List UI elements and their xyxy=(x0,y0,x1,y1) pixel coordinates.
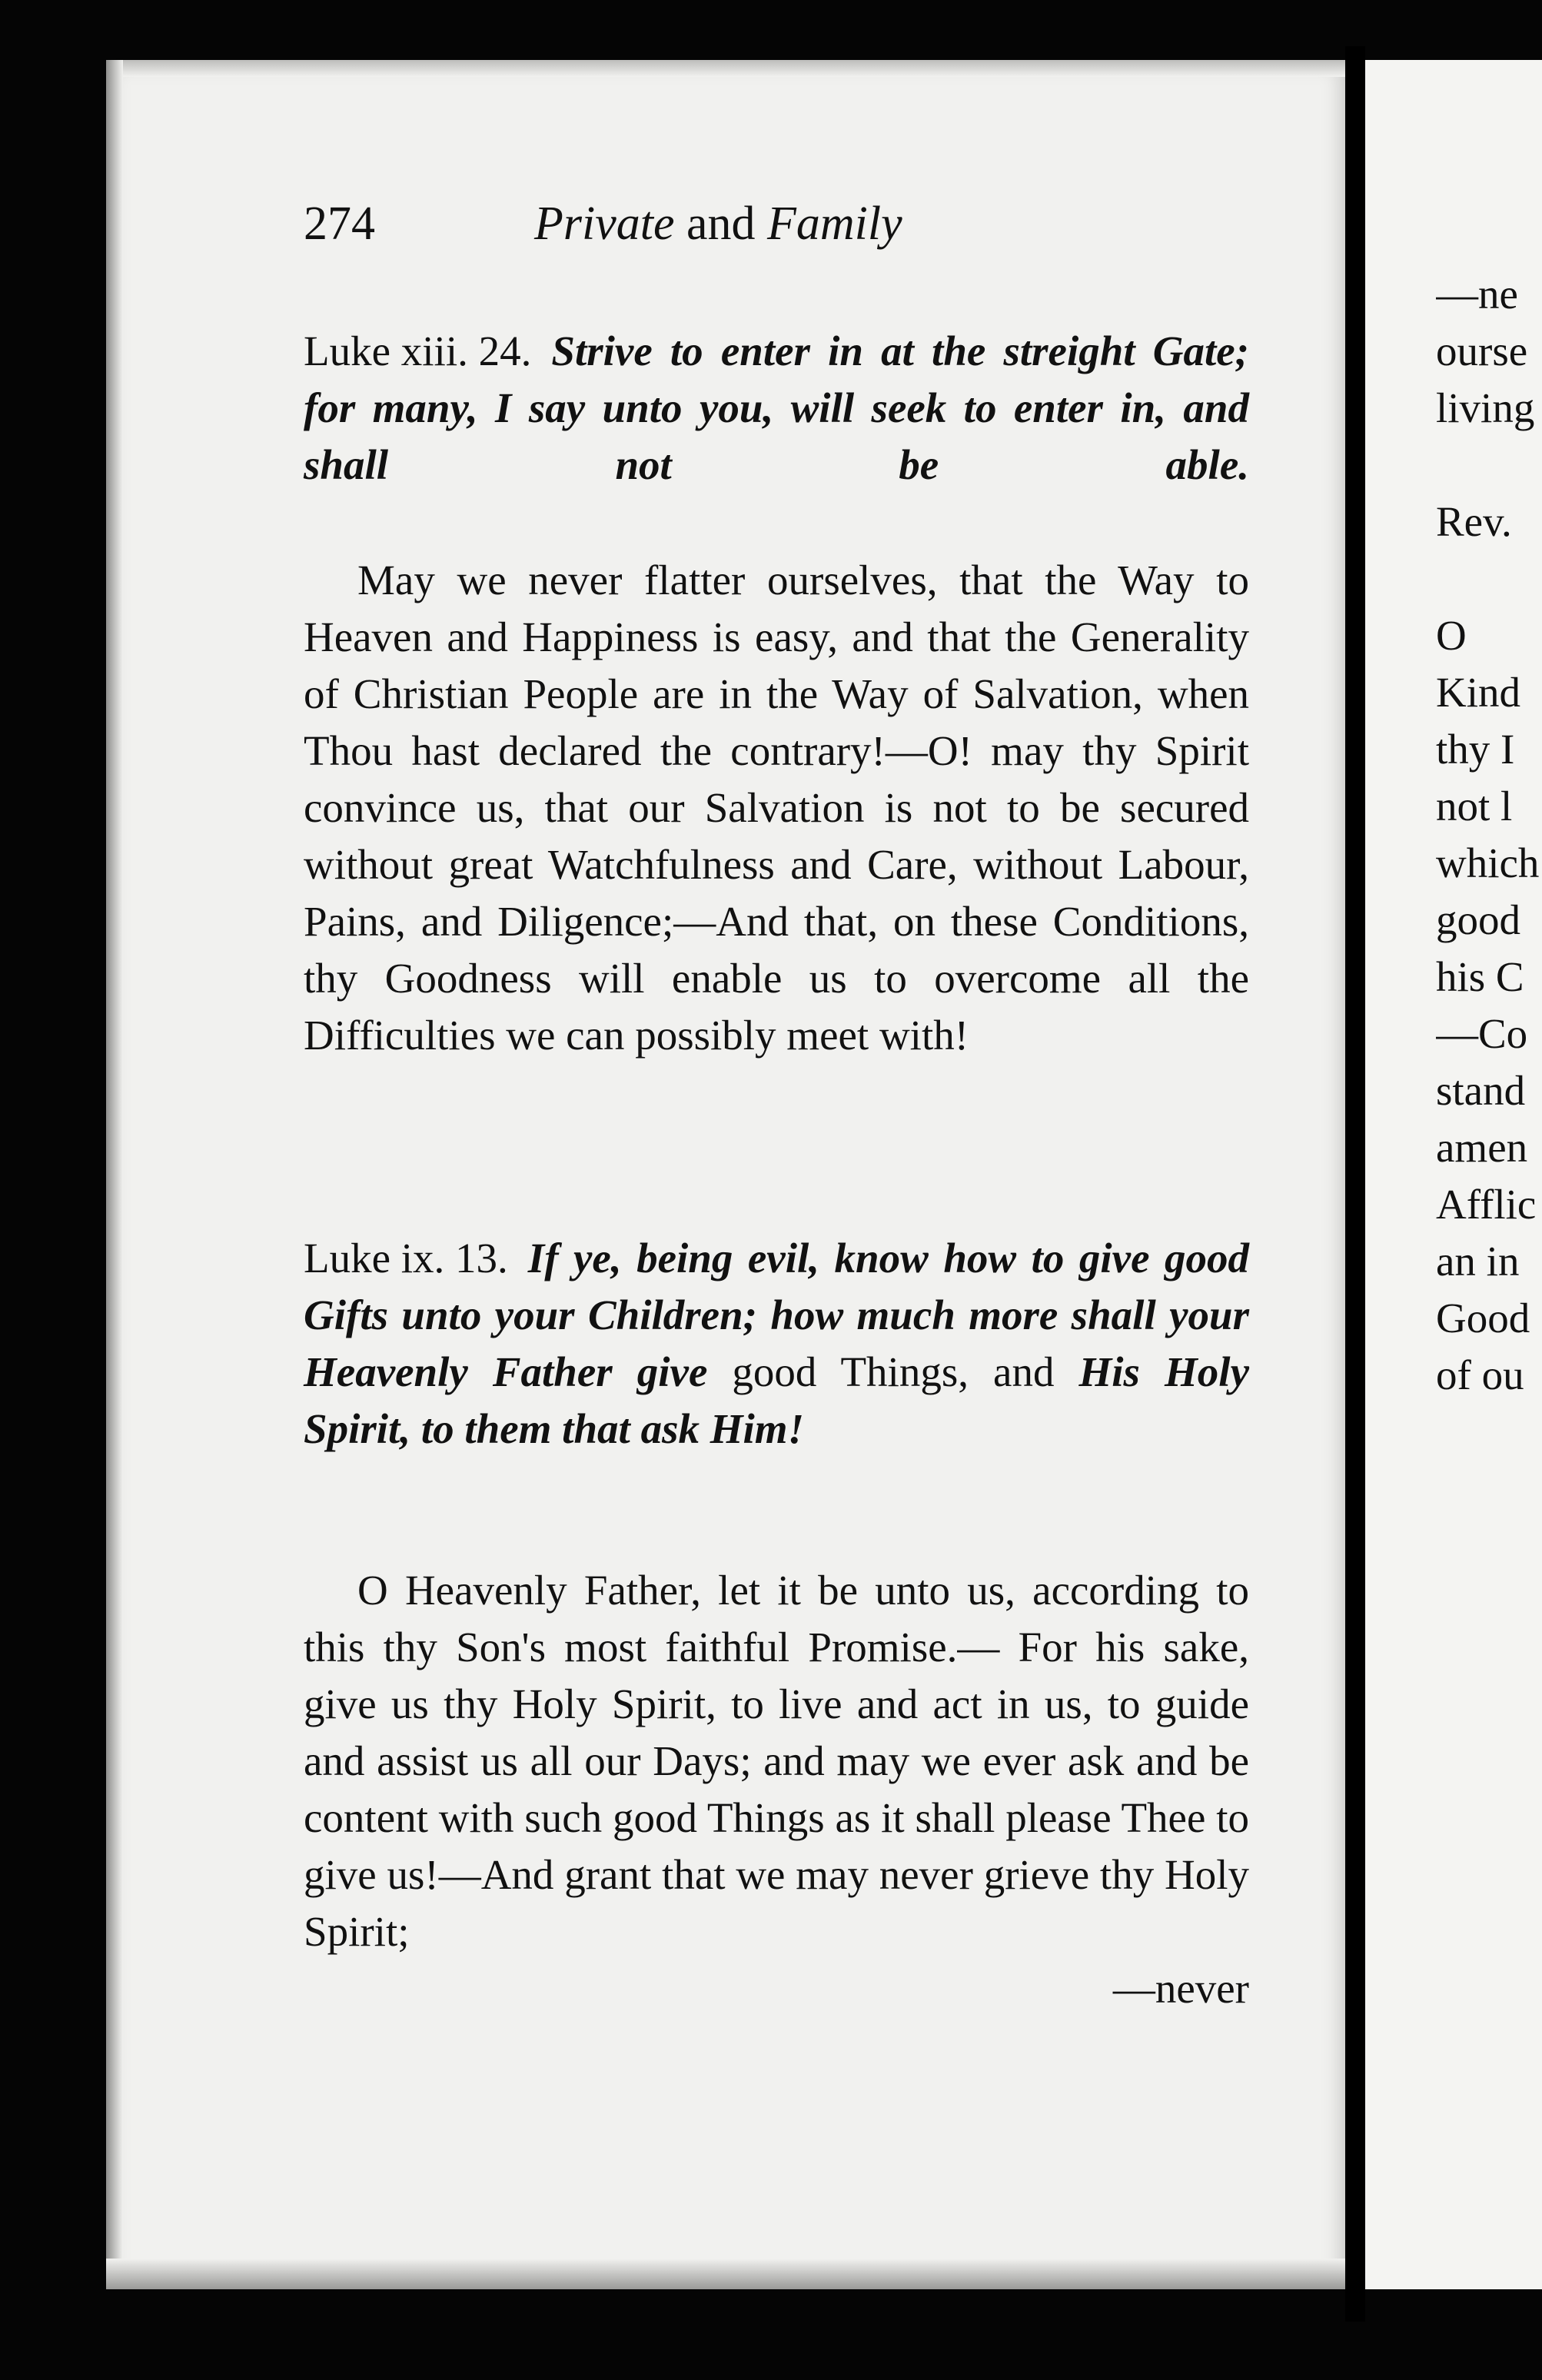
running-head xyxy=(304,197,1272,258)
facing-line: Kind xyxy=(1436,669,1520,716)
verse-text: good Things, and xyxy=(732,1348,1055,1395)
facing-line: stand xyxy=(1436,1067,1526,1114)
facing-line: O xyxy=(1436,612,1467,659)
facing-line: ourse xyxy=(1436,327,1528,374)
facing-line: —Co xyxy=(1436,1010,1528,1057)
running-title-part: Family xyxy=(767,198,902,250)
prayer-text: O Heavenly Father, let it be unto us, according to this thy Son's most faithful Promise.— For his sake, give us thy Holy Spirit, to live and act in us, to guide and assist us all our Days; and may we ever ask and be content with such good Things as it shall please Thee to give us!—And grant that we may never grieve thy Holy Spirit; xyxy=(304,1567,1249,1955)
facing-line: an in xyxy=(1436,1238,1520,1285)
scripture-passage xyxy=(304,1230,1249,1458)
facing-line: —ne xyxy=(1436,271,1518,317)
facing-line: his C xyxy=(1436,953,1524,1000)
facing-line: Rev. xyxy=(1436,498,1512,545)
running-title-part: Private xyxy=(534,198,675,250)
facing-line xyxy=(1436,550,1542,607)
page-edge xyxy=(106,60,123,2289)
scripture-reference: Luke xiii. 24. xyxy=(304,327,532,374)
page-edge xyxy=(106,2259,1345,2289)
book-gutter xyxy=(1345,46,1365,2322)
running-title xyxy=(534,197,902,251)
facing-line: living xyxy=(1436,384,1535,431)
facing-line xyxy=(1436,437,1542,494)
page-number: 274 xyxy=(304,198,375,250)
facing-line: good xyxy=(1436,896,1520,943)
facing-page-text xyxy=(1436,266,1542,1404)
facing-line: not l xyxy=(1436,783,1513,829)
facing-line: which xyxy=(1436,839,1540,886)
running-title-part: and xyxy=(686,198,756,250)
page-edge xyxy=(106,60,1345,77)
prayer-paragraph xyxy=(304,1562,1249,2012)
facing-line: Good xyxy=(1436,1295,1530,1341)
facing-line: amen xyxy=(1436,1124,1528,1171)
scripture-verse: Strive to enter in at the streight Gate; for many, I say unto you, will seek to enter in, and shall not be able. xyxy=(304,327,1249,488)
prayer-paragraph: May we never flatter ourselves, that the Way to Heaven and Happiness is easy, and that the Generality of Christian People are in the Way of Salvation, when Thou hast declared the contrary!—O! may thy Spirit convince us, that our Salvation is not to be secured without great Watchfulness and Care, without Labour, Pains, and Diligence;—And that, on these Conditions, thy Goodness will enable us to overcome all the Difficulties we can possibly meet with! xyxy=(304,557,1249,1059)
facing-line: Afflic xyxy=(1436,1181,1537,1228)
verse-text: His Holy Spirit, to them that ask Him! xyxy=(304,1348,1249,1452)
facing-line: thy I xyxy=(1436,726,1515,773)
verse-text: If ye, being evil, know how to give good Gifts unto your Children; how much more shall your Heavenly Father give xyxy=(304,1235,1249,1395)
scripture-passage xyxy=(304,323,1249,494)
facing-line: of ou xyxy=(1436,1351,1524,1398)
scripture-reference: Luke ix. 13. xyxy=(304,1235,508,1281)
catchword: —never xyxy=(1112,1965,1249,2012)
